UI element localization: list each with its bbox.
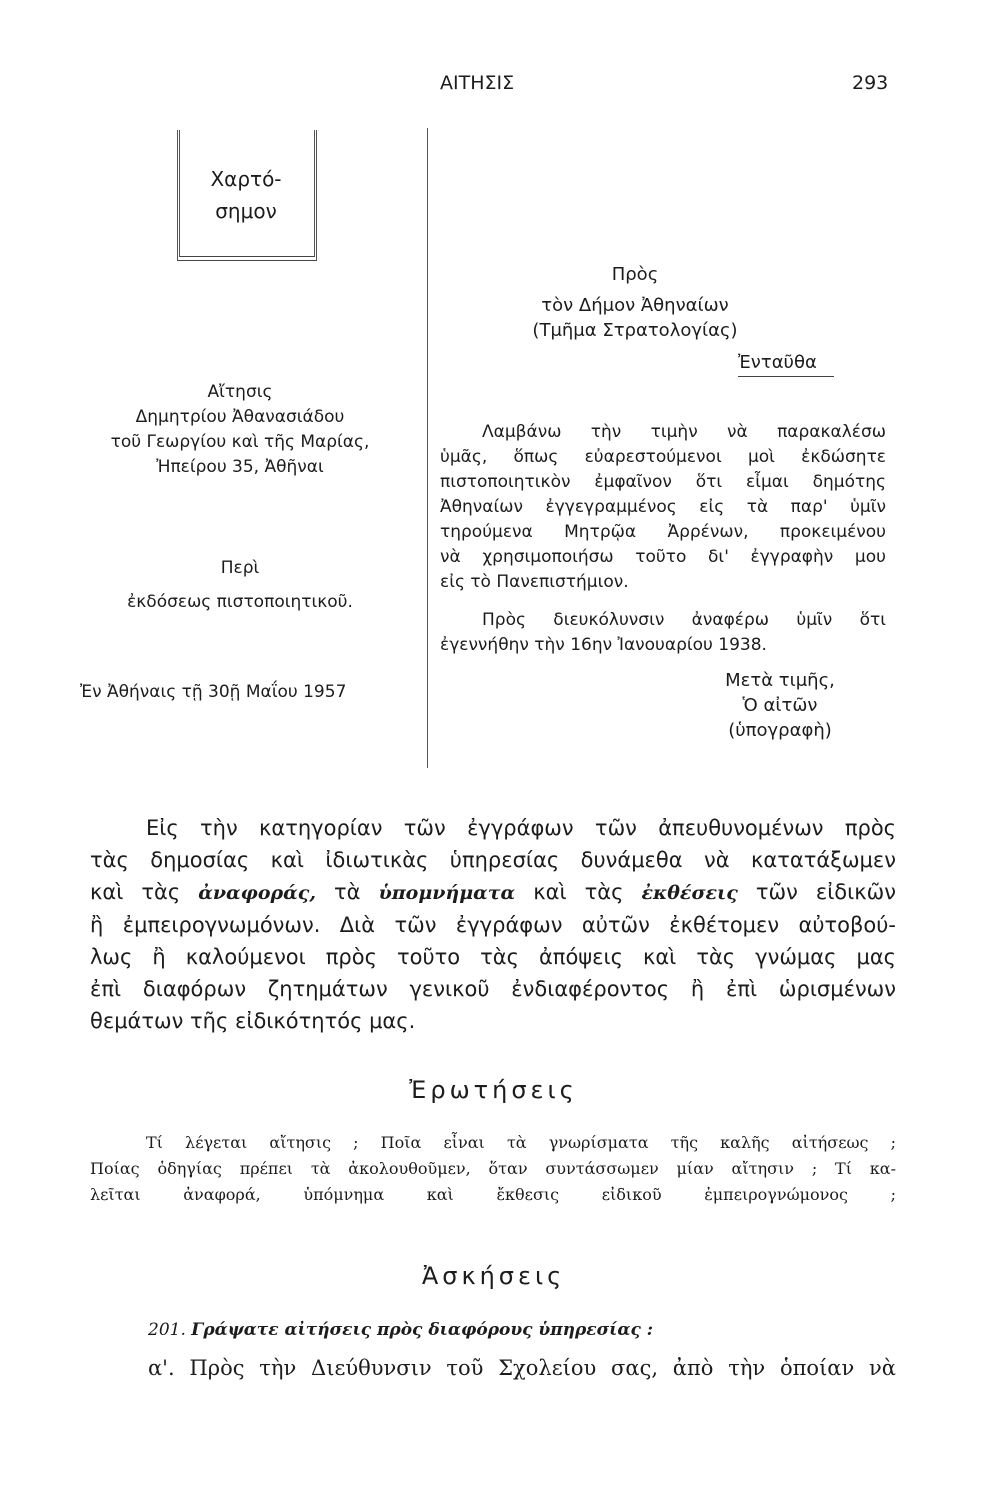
text-fragment: τὰ <box>334 880 361 904</box>
recipient-department: (Τμῆμα Στρατολογίας) <box>532 320 738 341</box>
paragraph-line: τὰς δημοσίας καὶ ἰδιωτικὰς ὑπηρεσίας δυνάμεθα νὰ κατατάξωμεν <box>90 848 896 872</box>
questions-heading: Ἐρωτήσεις <box>409 1076 578 1104</box>
paragraph-line: λως ἢ καλούμενοι πρὸς τοῦτο τὰς ἀπόψεις καὶ τὰς γνώμας μας <box>90 945 896 969</box>
applicant-parents: τοῦ Γεωργίου καὶ τῆς Μαρίας, <box>110 432 370 452</box>
letter-line: Λαμβάνω τὴν τιμὴν νὰ παρακαλέσω <box>482 422 886 442</box>
exercises-heading: Ἀσκήσεις <box>421 1262 566 1290</box>
exercise-instruction: Γράψατε αἰτήσεις πρὸς διαφόρους ὑπηρεσίας : <box>191 1320 654 1340</box>
closing-applicant: Ὁ αἰτῶν <box>742 695 818 716</box>
subject-label: Περὶ <box>220 558 260 578</box>
letter-line: τηρούμενα Μητρῷα Ἀρρένων, προκειμένου <box>440 522 886 542</box>
question-line: Τί λέγεται αἴτησις ; Ποῖα εἶναι τὰ γνωρίσματα τῆς καλῆς αἰτήσεως ; <box>146 1133 896 1152</box>
letter-line: νὰ χρησιμοποιήσω τοῦτο δι' ἐγγραφὴν μου <box>440 547 886 567</box>
question-line: Ποίας ὁδηγίας πρέπει τὰ ἀκολουθοῦμεν, ὅταν συντάσσωμεν μίαν αἴτησιν ; Τί κα- <box>90 1159 896 1178</box>
recipient-name: τὸν Δήμον Ἀθηναίων <box>541 295 729 316</box>
letter-paragraph-2 <box>440 608 886 658</box>
running-title: ΑΙΤΗΣΙΣ <box>440 72 515 94</box>
paragraph-line: ἐπὶ διαφόρων ζητημάτων γενικοῦ ἐνδιαφέροντος ἢ ἐπὶ ὡρισμένων <box>90 977 896 1001</box>
closing-block <box>700 668 860 743</box>
letter-line: ὑμᾶς, ὅπως εὐαρεστούμενοι μοὶ ἐκδώσητε <box>440 447 886 467</box>
questions-text <box>90 1130 896 1208</box>
subject-block <box>70 556 410 615</box>
stamp-label-line2: σημον <box>215 199 277 223</box>
exercise-item-a: α'. Πρὸς τὴν Διεύθυνσιν τοῦ Σχολείου σας, ἀπὸ τὴν ὁποίαν νὰ <box>148 1356 896 1380</box>
location-underline <box>738 376 834 377</box>
question-line: λεῖται ἀναφορά, ὑπόμνημα καὶ ἔκθεσις εἰδικοῦ ἐμπειρογνώμονος ; <box>90 1185 896 1204</box>
paragraph-line: Εἰς τὴν κατηγορίαν τῶν ἐγγράφων τῶν ἀπευθυνομένων πρὸς <box>146 816 896 840</box>
page-number: 293 <box>852 72 889 94</box>
main-paragraph <box>90 812 896 1037</box>
letter-line: πιστοποιητικὸν ἐμφαῖνον ὅτι εἶμαι δημότης <box>440 472 886 492</box>
applicant-name: Δημητρίου Ἀθανασιάδου <box>135 407 345 427</box>
stamp-label <box>179 163 313 227</box>
text-fragment: τῶν εἰδικῶν <box>755 880 896 904</box>
recipient-location: Ἐνταῦθα <box>738 352 817 373</box>
term-reports: ἀναφοράς, <box>198 882 316 904</box>
stamp-label-line1: Χαρτό- <box>210 167 282 191</box>
closing-signature: (ὑπογραφὴ) <box>728 720 832 741</box>
column-divider <box>427 128 428 768</box>
exercise-number: 201. <box>148 1320 186 1340</box>
text-fragment: καὶ τὰς <box>533 880 624 904</box>
letter-paragraph-1 <box>440 420 886 595</box>
applicant-block <box>70 380 410 480</box>
recipient-to: Πρὸς <box>611 264 659 285</box>
petition-label: Αἴτησις <box>207 382 273 402</box>
paragraph-line: ἢ ἐμπειρογνωμόνων. Διὰ τῶν ἐγγράφων αὐτῶν ἐκθέτομεν αὐτοβού- <box>90 913 896 937</box>
closing-greeting: Μετὰ τιμῆς, <box>725 670 835 691</box>
letter-line: Πρὸς διευκόλυνσιν ἀναφέρω ὑμῖν ὅτι <box>482 610 886 630</box>
term-statements: ἐκθέσεις <box>641 882 738 904</box>
date-line: Ἐν Ἀθήναις τῇ 30ῇ Μαΐου 1957 <box>80 682 347 702</box>
paragraph-line-mixed <box>90 876 896 909</box>
letter-line: ἐγεννήθην τὴν 16ην Ἰανουαρίου 1938. <box>440 635 767 655</box>
paragraph-line: θεμάτων τῆς εἰδικότητός μας. <box>90 1009 416 1033</box>
exercise-title <box>148 1320 653 1340</box>
applicant-address: Ἠπείρου 35, Ἀθῆναι <box>156 457 324 477</box>
text-fragment: καὶ τὰς <box>90 880 181 904</box>
term-memoranda: ὑπομνήματα <box>378 882 516 904</box>
letter-line: Ἀθηναίων ἐγγεγραμμένος εἰς τὰ παρ' ὑμῖν <box>440 497 886 517</box>
subject-text: ἐκδόσεως πιστοποιητικοῦ. <box>127 592 353 612</box>
letter-line: εἰς τὸ Πανεπιστήμιον. <box>440 572 629 592</box>
